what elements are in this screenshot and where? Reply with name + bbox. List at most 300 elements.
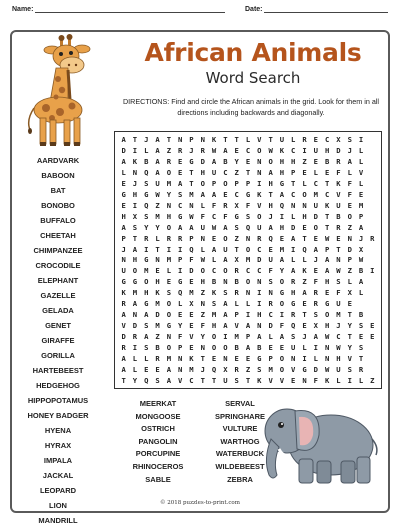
grid-letter[interactable]: L (313, 167, 318, 177)
grid-letter[interactable]: L (302, 178, 307, 188)
grid-letter[interactable]: T (234, 134, 239, 144)
grid-letter[interactable]: A (155, 134, 160, 144)
grid-letter[interactable]: T (155, 244, 160, 254)
grid-letter[interactable]: K (324, 376, 330, 386)
grid-letter[interactable]: O (166, 299, 172, 309)
grid-letter[interactable]: M (166, 354, 172, 364)
grid-letter[interactable]: Q (245, 222, 251, 232)
grid-letter[interactable]: G (279, 178, 285, 188)
grid-letter[interactable]: C (178, 200, 183, 210)
grid-letter[interactable]: M (336, 310, 341, 320)
grid-letter[interactable]: N (302, 376, 307, 386)
grid-letter[interactable]: M (245, 255, 251, 265)
grid-letter[interactable]: I (370, 266, 375, 276)
grid-letter[interactable]: D (200, 156, 205, 166)
grid-letter[interactable]: E (370, 321, 375, 331)
grid-letter[interactable]: W (211, 222, 217, 232)
grid-letter[interactable]: A (268, 222, 273, 232)
grid-letter[interactable]: N (178, 134, 183, 144)
grid-letter[interactable]: T (268, 134, 273, 144)
grid-letter[interactable]: U (155, 178, 160, 188)
grid-letter[interactable]: E (189, 343, 194, 353)
grid-letter[interactable]: F (189, 255, 194, 265)
grid-letter[interactable]: K (279, 145, 285, 155)
grid-letter[interactable]: L (291, 211, 296, 221)
grid-letter[interactable]: O (324, 310, 330, 320)
grid-letter[interactable]: K (155, 288, 160, 298)
grid-letter[interactable]: F (347, 189, 352, 199)
grid-letter[interactable]: E (189, 321, 194, 331)
grid-letter[interactable]: H (121, 211, 126, 221)
grid-letter[interactable]: I (313, 343, 318, 353)
grid-letter[interactable]: W (324, 332, 330, 342)
grid-letter[interactable]: G (178, 211, 183, 221)
grid-letter[interactable]: Z (347, 222, 352, 232)
grid-letter[interactable]: S (144, 178, 149, 188)
grid-letter[interactable]: G (166, 321, 172, 331)
grid-letter[interactable]: H (211, 321, 217, 331)
grid-letter[interactable]: H (155, 277, 160, 287)
grid-letter[interactable]: M (144, 266, 149, 276)
grid-letter[interactable]: R (166, 233, 172, 243)
grid-letter[interactable]: Y (155, 222, 160, 232)
grid-letter[interactable]: L (313, 354, 318, 364)
grid-letter[interactable]: H (257, 310, 262, 320)
grid-letter[interactable]: H (268, 178, 273, 188)
grid-letter[interactable]: A (223, 145, 228, 155)
grid-letter[interactable]: W (336, 343, 341, 353)
grid-letter[interactable]: H (279, 156, 285, 166)
grid-letter[interactable]: E (178, 310, 183, 320)
grid-letter[interactable]: B (257, 343, 262, 353)
grid-letter[interactable]: M (358, 200, 364, 210)
grid-letter[interactable]: I (358, 134, 364, 144)
grid-letter[interactable]: V (257, 200, 262, 210)
grid-letter[interactable]: E (279, 343, 285, 353)
grid-letter[interactable]: A (291, 266, 296, 276)
grid-letter[interactable]: O (279, 365, 285, 375)
grid-letter[interactable]: R (257, 233, 262, 243)
grid-letter[interactable]: D (155, 310, 160, 320)
grid-letter[interactable]: U (268, 255, 273, 265)
grid-letter[interactable]: R (166, 156, 172, 166)
grid-letter[interactable]: S (144, 211, 149, 221)
grid-letter[interactable]: U (313, 145, 318, 155)
grid-letter[interactable]: L (211, 255, 217, 265)
grid-letter[interactable]: X (132, 211, 138, 221)
grid-letter[interactable]: E (234, 145, 239, 155)
grid-letter[interactable]: G (189, 156, 194, 166)
grid-letter[interactable]: L (336, 376, 341, 386)
grid-letter[interactable]: E (121, 200, 126, 210)
grid-letter[interactable]: B (324, 156, 330, 166)
grid-letter[interactable]: W (189, 211, 194, 221)
grid-letter[interactable]: W (324, 365, 330, 375)
grid-letter[interactable]: K (121, 288, 126, 298)
grid-letter[interactable]: I (166, 244, 172, 254)
grid-letter[interactable]: W (324, 233, 330, 243)
grid-letter[interactable]: N (257, 321, 262, 331)
grid-letter[interactable]: Q (189, 244, 194, 254)
grid-letter[interactable]: I (257, 288, 262, 298)
grid-letter[interactable]: E (268, 343, 273, 353)
grid-letter[interactable]: T (223, 134, 228, 144)
grid-letter[interactable]: S (178, 189, 183, 199)
grid-letter[interactable]: J (189, 145, 194, 155)
grid-letter[interactable]: H (291, 288, 296, 298)
grid-letter[interactable]: V (189, 332, 194, 342)
grid-letter[interactable]: R (155, 354, 160, 364)
grid-letter[interactable]: I (223, 332, 228, 342)
grid-letter[interactable]: M (211, 310, 217, 320)
grid-letter[interactable]: J (358, 233, 364, 243)
grid-letter[interactable]: A (121, 156, 126, 166)
grid-letter[interactable]: S (291, 332, 296, 342)
grid-letter[interactable]: E (279, 233, 285, 243)
grid-letter[interactable]: I (347, 376, 352, 386)
grid-letter[interactable]: P (189, 134, 194, 144)
grid-letter[interactable]: L (132, 365, 138, 375)
grid-letter[interactable]: T (245, 167, 251, 177)
grid-letter[interactable]: S (155, 376, 160, 386)
grid-letter[interactable]: Q (279, 200, 285, 210)
grid-letter[interactable]: L (121, 167, 126, 177)
grid-letter[interactable]: J (302, 332, 307, 342)
grid-letter[interactable]: L (347, 167, 352, 177)
grid-letter[interactable]: Y (279, 266, 285, 276)
grid-letter[interactable]: R (336, 156, 341, 166)
grid-letter[interactable]: G (144, 255, 149, 265)
grid-letter[interactable]: D (121, 145, 126, 155)
grid-letter[interactable]: N (178, 365, 183, 375)
grid-letter[interactable]: O (268, 156, 273, 166)
grid-letter[interactable]: H (200, 277, 205, 287)
grid-letter[interactable]: U (336, 365, 341, 375)
grid-letter[interactable]: R (291, 310, 296, 320)
grid-letter[interactable]: V (279, 376, 285, 386)
grid-letter[interactable]: A (268, 167, 273, 177)
grid-letter[interactable]: F (313, 277, 318, 287)
grid-letter[interactable]: C (211, 211, 217, 221)
grid-letter[interactable]: M (155, 211, 160, 221)
grid-letter[interactable]: E (313, 156, 318, 166)
grid-letter[interactable]: M (155, 299, 160, 309)
grid-letter[interactable]: R (178, 233, 183, 243)
grid-letter[interactable]: F (336, 288, 341, 298)
grid-letter[interactable]: A (257, 332, 262, 342)
grid-letter[interactable]: F (223, 211, 228, 221)
grid-letter[interactable]: R (358, 365, 364, 375)
grid-letter[interactable]: V (291, 365, 296, 375)
grid-letter[interactable]: C (324, 134, 330, 144)
grid-letter[interactable]: X (313, 321, 318, 331)
grid-letter[interactable]: A (223, 255, 228, 265)
grid-letter[interactable]: N (121, 255, 126, 265)
grid-letter[interactable]: R (223, 200, 228, 210)
grid-letter[interactable]: E (347, 299, 352, 309)
grid-letter[interactable]: U (200, 222, 205, 232)
grid-letter[interactable]: Q (291, 321, 296, 331)
grid-letter[interactable]: E (313, 266, 318, 276)
grid-letter[interactable]: X (347, 288, 352, 298)
grid-letter[interactable]: R (302, 134, 307, 144)
grid-letter[interactable]: S (268, 277, 273, 287)
grid-letter[interactable]: P (291, 167, 296, 177)
grid-letter[interactable]: S (347, 365, 352, 375)
grid-letter[interactable]: O (257, 211, 262, 221)
grid-letter[interactable]: I (178, 266, 183, 276)
grid-letter[interactable]: A (358, 222, 364, 232)
grid-letter[interactable]: E (144, 365, 149, 375)
grid-letter[interactable]: A (155, 167, 160, 177)
grid-letter[interactable]: C (211, 266, 217, 276)
grid-letter[interactable]: H (132, 189, 138, 199)
grid-letter[interactable]: F (245, 200, 251, 210)
grid-letter[interactable]: O (166, 310, 172, 320)
grid-letter[interactable]: E (178, 156, 183, 166)
grid-letter[interactable]: S (245, 211, 251, 221)
grid-letter[interactable]: F (336, 167, 341, 177)
grid-letter[interactable]: L (358, 376, 364, 386)
grid-letter[interactable]: V (121, 321, 126, 331)
grid-letter[interactable]: N (200, 134, 205, 144)
grid-letter[interactable]: Z (370, 376, 375, 386)
grid-letter[interactable]: O (302, 189, 307, 199)
grid-letter[interactable]: K (211, 134, 217, 144)
grid-letter[interactable]: K (211, 288, 217, 298)
grid-letter[interactable]: A (132, 244, 138, 254)
grid-letter[interactable]: F (268, 266, 273, 276)
grid-letter[interactable]: F (279, 321, 285, 331)
grid-letter[interactable]: O (200, 178, 205, 188)
grid-letter[interactable]: E (302, 167, 307, 177)
grid-letter[interactable]: I (178, 244, 183, 254)
grid-letter[interactable]: G (324, 299, 330, 309)
grid-letter[interactable]: R (234, 365, 239, 375)
grid-letter[interactable]: N (291, 200, 296, 210)
grid-letter[interactable]: Y (347, 343, 352, 353)
grid-letter[interactable]: A (313, 244, 318, 254)
grid-letter[interactable]: W (155, 189, 160, 199)
grid-letter[interactable]: A (121, 365, 126, 375)
grid-letter[interactable]: T (324, 211, 330, 221)
grid-letter[interactable]: O (279, 354, 285, 364)
grid-letter[interactable]: N (200, 233, 205, 243)
grid-letter[interactable]: R (336, 222, 341, 232)
grid-letter[interactable]: S (211, 299, 217, 309)
grid-letter[interactable]: I (291, 244, 296, 254)
grid-letter[interactable]: S (313, 310, 318, 320)
grid-letter[interactable]: L (200, 200, 205, 210)
grid-letter[interactable]: B (358, 266, 364, 276)
grid-letter[interactable]: H (302, 211, 307, 221)
grid-letter[interactable]: I (257, 178, 262, 188)
grid-letter[interactable]: T (336, 244, 341, 254)
grid-letter[interactable]: N (245, 288, 251, 298)
grid-letter[interactable]: D (121, 332, 126, 342)
grid-letter[interactable]: P (358, 211, 364, 221)
grid-letter[interactable]: P (234, 310, 239, 320)
grid-letter[interactable]: X (234, 255, 239, 265)
grid-letter[interactable]: E (302, 222, 307, 232)
grid-letter[interactable]: L (358, 288, 364, 298)
grid-letter[interactable]: J (313, 255, 318, 265)
grid-letter[interactable]: C (313, 178, 318, 188)
grid-letter[interactable]: O (279, 277, 285, 287)
grid-letter[interactable]: E (358, 332, 364, 342)
grid-letter[interactable]: N (132, 167, 138, 177)
grid-letter[interactable]: F (347, 178, 352, 188)
grid-letter[interactable]: W (211, 145, 217, 155)
grid-letter[interactable]: B (211, 277, 217, 287)
grid-letter[interactable]: K (336, 178, 341, 188)
grid-letter[interactable]: W (200, 255, 205, 265)
date-blank[interactable] (264, 6, 388, 13)
grid-letter[interactable]: Q (268, 233, 273, 243)
grid-letter[interactable]: T (347, 332, 352, 342)
grid-letter[interactable]: C (324, 189, 330, 199)
grid-letter[interactable]: B (358, 310, 364, 320)
grid-letter[interactable]: T (132, 233, 138, 243)
grid-letter[interactable]: S (223, 288, 228, 298)
grid-letter[interactable]: R (370, 233, 375, 243)
grid-letter[interactable]: S (234, 222, 239, 232)
grid-letter[interactable]: L (358, 156, 364, 166)
grid-letter[interactable]: T (189, 167, 194, 177)
grid-letter[interactable]: U (336, 299, 341, 309)
grid-letter[interactable]: O (132, 266, 138, 276)
grid-letter[interactable]: B (234, 343, 239, 353)
grid-letter[interactable]: D (313, 211, 318, 221)
grid-letter[interactable]: P (178, 255, 183, 265)
grid-letter[interactable]: H (291, 156, 296, 166)
grid-letter[interactable]: P (245, 332, 251, 342)
grid-letter[interactable]: E (234, 354, 239, 364)
grid-letter[interactable]: N (132, 310, 138, 320)
grid-letter[interactable]: L (302, 255, 307, 265)
grid-letter[interactable]: D (347, 244, 352, 254)
grid-letter[interactable]: O (313, 222, 318, 232)
grid-letter[interactable]: M (155, 321, 160, 331)
grid-letter[interactable]: U (257, 222, 262, 232)
grid-letter[interactable]: F (200, 211, 205, 221)
grid-letter[interactable]: F (313, 376, 318, 386)
grid-letter[interactable]: G (245, 189, 251, 199)
grid-letter[interactable]: N (291, 354, 296, 364)
grid-letter[interactable]: V (336, 189, 341, 199)
grid-letter[interactable]: P (211, 178, 217, 188)
grid-letter[interactable]: T (121, 376, 126, 386)
grid-letter[interactable]: S (358, 321, 364, 331)
grid-letter[interactable]: N (257, 277, 262, 287)
grid-letter[interactable]: I (302, 145, 307, 155)
grid-letter[interactable]: I (132, 343, 138, 353)
grid-letter[interactable]: X (336, 134, 341, 144)
grid-letter[interactable]: A (223, 310, 228, 320)
grid-letter[interactable]: B (223, 156, 228, 166)
grid-letter[interactable]: M (234, 332, 239, 342)
grid-letter[interactable]: V (347, 354, 352, 364)
grid-letter[interactable]: S (144, 321, 149, 331)
grid-letter[interactable]: X (358, 244, 364, 254)
grid-letter[interactable]: I (132, 145, 138, 155)
grid-letter[interactable]: E (189, 310, 194, 320)
grid-letter[interactable]: E (245, 354, 251, 364)
grid-letter[interactable]: R (291, 277, 296, 287)
grid-letter[interactable]: A (313, 332, 318, 342)
grid-letter[interactable]: Z (166, 145, 172, 155)
grid-letter[interactable]: O (245, 277, 251, 287)
grid-letter[interactable]: A (302, 288, 307, 298)
grid-letter[interactable]: G (291, 299, 296, 309)
grid-letter[interactable]: E (223, 189, 228, 199)
grid-letter[interactable]: S (132, 222, 138, 232)
grid-letter[interactable]: A (223, 222, 228, 232)
grid-letter[interactable]: J (200, 365, 205, 375)
grid-letter[interactable]: O (166, 343, 172, 353)
grid-letter[interactable]: P (234, 178, 239, 188)
grid-letter[interactable]: Z (200, 310, 205, 320)
grid-letter[interactable]: R (121, 299, 126, 309)
grid-letter[interactable]: E (302, 299, 307, 309)
grid-letter[interactable]: U (291, 343, 296, 353)
grid-letter[interactable]: R (268, 299, 273, 309)
grid-letter[interactable]: A (121, 354, 126, 364)
grid-letter[interactable]: P (324, 244, 330, 254)
grid-letter[interactable]: R (144, 233, 149, 243)
grid-letter[interactable]: C (257, 244, 262, 254)
grid-letter[interactable]: N (155, 255, 160, 265)
grid-letter[interactable]: A (144, 310, 149, 320)
grid-letter[interactable]: L (144, 354, 149, 364)
grid-letter[interactable]: F (178, 332, 183, 342)
grid-letter[interactable]: Q (144, 167, 149, 177)
grid-letter[interactable]: J (336, 321, 341, 331)
grid-letter[interactable]: C (336, 332, 341, 342)
grid-letter[interactable]: S (166, 288, 172, 298)
grid-letter[interactable]: A (358, 277, 364, 287)
grid-letter[interactable]: T (166, 134, 172, 144)
grid-letter[interactable]: E (166, 277, 172, 287)
grid-letter[interactable]: A (200, 189, 205, 199)
grid-letter[interactable]: O (166, 222, 172, 232)
grid-letter[interactable]: W (358, 255, 364, 265)
grid-letter[interactable]: B (336, 211, 341, 221)
grid-letter[interactable]: L (245, 299, 251, 309)
grid-letter[interactable]: O (245, 244, 251, 254)
grid-letter[interactable]: Y (200, 332, 205, 342)
grid-letter[interactable]: Z (302, 156, 307, 166)
grid-letter[interactable]: N (257, 167, 262, 177)
grid-letter[interactable]: I (302, 354, 307, 364)
grid-letter[interactable]: I (279, 310, 285, 320)
grid-letter[interactable]: L (358, 178, 364, 188)
grid-letter[interactable]: I (132, 200, 138, 210)
grid-letter[interactable]: E (302, 321, 307, 331)
grid-letter[interactable]: T (200, 376, 205, 386)
grid-letter[interactable]: M (189, 189, 194, 199)
grid-letter[interactable]: J (144, 134, 149, 144)
grid-letter[interactable]: Z (234, 167, 239, 177)
grid-letter[interactable]: Z (155, 200, 160, 210)
grid-letter[interactable]: A (279, 255, 285, 265)
grid-letter[interactable]: D (257, 255, 262, 265)
grid-letter[interactable]: R (313, 288, 318, 298)
grid-letter[interactable]: A (211, 156, 217, 166)
grid-letter[interactable]: U (279, 134, 285, 144)
grid-letter[interactable]: E (347, 200, 352, 210)
grid-letter[interactable]: K (132, 156, 138, 166)
